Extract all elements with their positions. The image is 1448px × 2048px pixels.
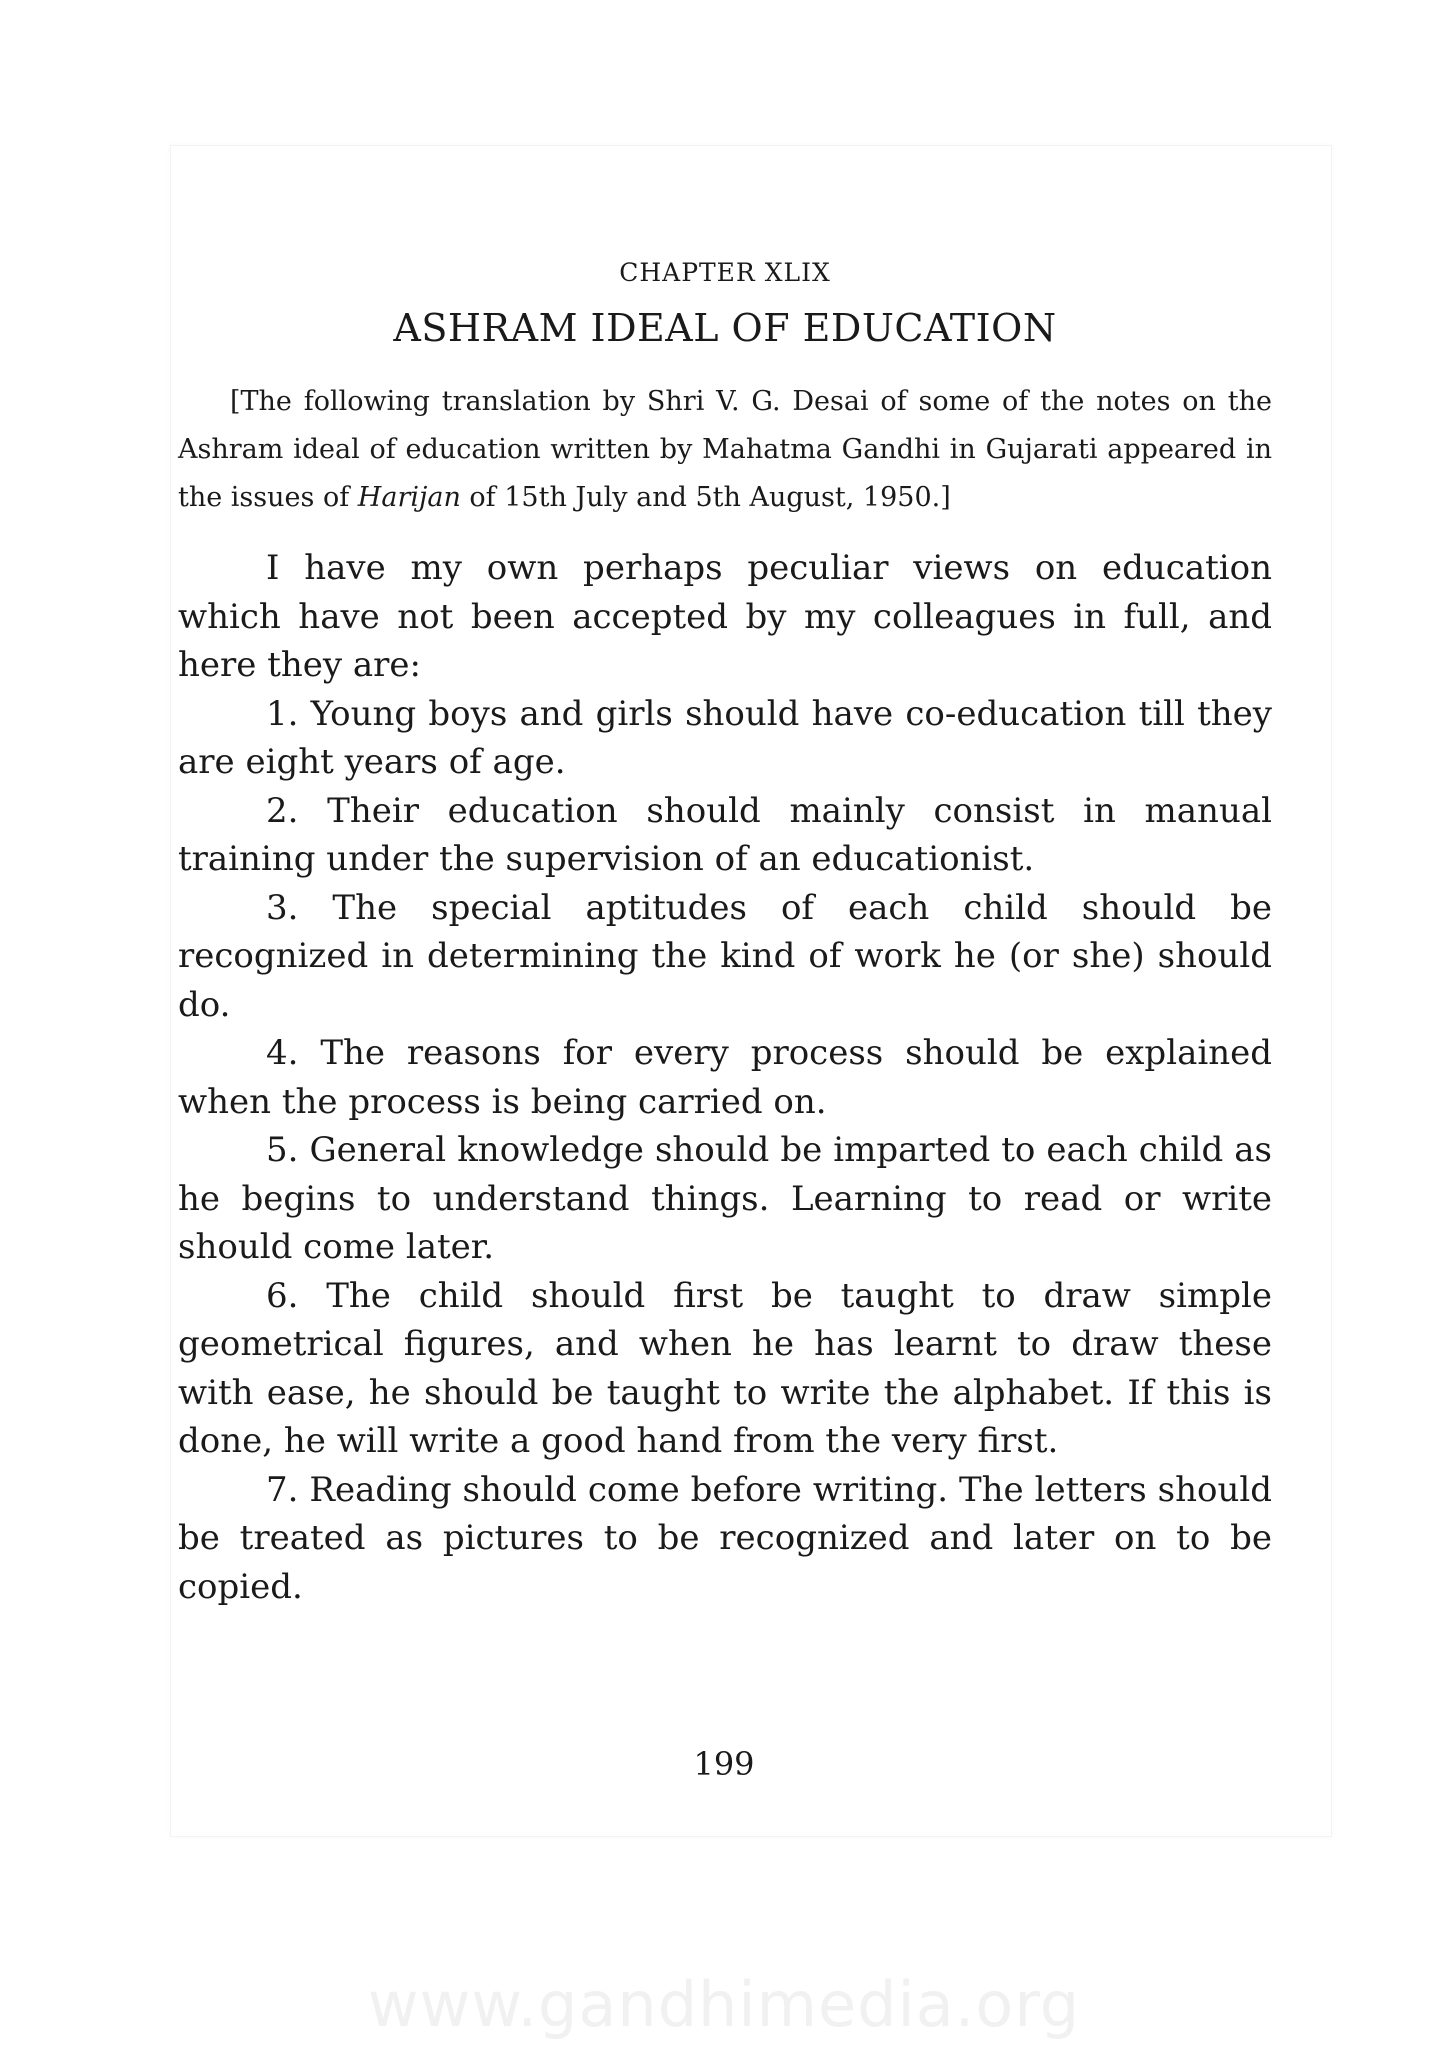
list-item-1: 1. Young boys and girls should have co-education till they are eight years of age. <box>178 693 1272 782</box>
editorial-note-text <box>178 378 1272 522</box>
page-number: 199 <box>693 1745 755 1783</box>
intro-paragraph: I have my own perhaps peculiar views on education which have not been accepted by my colleagues in full, and here they are: <box>178 548 1272 685</box>
list-item-7: 7. Reading should come before writing. The letters should be treated as pictures to be recognized and later on to be copied. <box>178 1469 1272 1607</box>
editorial-note-part-1: [The following translation by Shri V. G. Desai of some of the notes on the Ashram ideal of education written by Mahatma Gandhi in Gujarati appeared in the issues of <box>178 386 1272 513</box>
list-item-4: 4. The reasons for every process should be explained when the process is being carried on. <box>178 1033 1272 1122</box>
list-item-6: 6. The child should first be taught to draw simple geometrical figures, and when he has learnt to draw these with ease, he should be taught to write the alphabet. If this is done, he will write a good hand from the very first. <box>178 1275 1272 1461</box>
publication-name: Harijan <box>357 482 461 513</box>
watermark: www.gandhimedia.org <box>367 1968 1081 2041</box>
editorial-note-part-2: of 15th July and 5th August, 1950.] <box>460 482 951 513</box>
body-text <box>178 544 1272 1611</box>
chapter-title: ASHRAM IDEAL OF EDUCATION <box>393 306 1057 350</box>
list-item-2: 2. Their education should mainly consist in manual training under the supervision of an educationist. <box>178 790 1272 879</box>
page-content <box>178 258 1272 1611</box>
editorial-note <box>178 378 1272 522</box>
list-item-5: 5. General knowledge should be imparted to each child as he begins to understand things. Learning to read or write should come later. <box>178 1130 1272 1267</box>
chapter-label: CHAPTER XLIX <box>619 258 831 287</box>
list-item-3: 3. The special aptitudes of each child should be recognized in determining the kind of work he (or she) should do. <box>178 887 1272 1025</box>
